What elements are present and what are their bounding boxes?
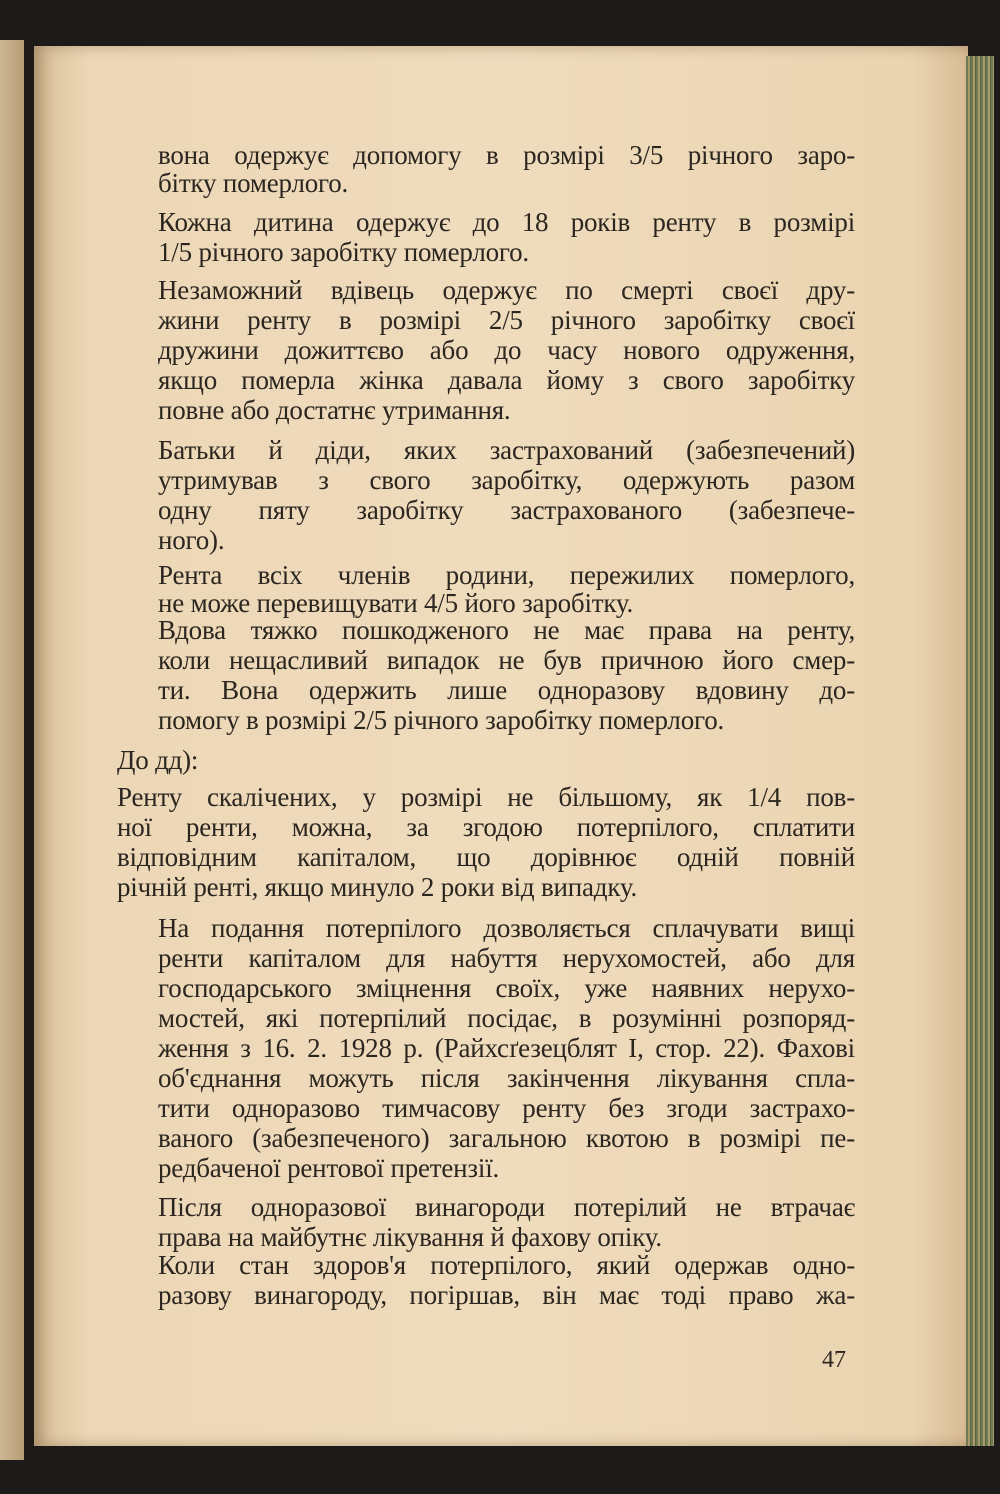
text-line: редбаченої рентової претензії. (158, 1153, 500, 1183)
text-line: господарського зміцнення своїх, уже наявних нерухо- (158, 973, 855, 1003)
text-line: мостей, які потерпілий посідає, в розумінні розпоряд- (158, 1003, 855, 1033)
text-line: дружини дожиттєво або до часу нового одруження, (158, 335, 855, 365)
text-line: якщо померла жінка давала йому з свого заробітку (158, 365, 855, 395)
text-line: ження з 16. 2. 1928 р. (Райхсґезецблят I, стор. 22). Фахові (158, 1033, 855, 1063)
text-line: річній ренті, якщо минуло 2 роки від випадку. (117, 872, 638, 902)
text-line: об'єднання можуть після закінчення лікування спла- (158, 1063, 855, 1093)
text-line: одну пяту заробітку застрахованого (забезпече- (158, 495, 855, 525)
text-line: ти. Вона одержить лише одноразову вдовину до- (158, 675, 855, 705)
text-line: Вдова тяжко пошкодженого не має права на ренту, (158, 615, 855, 645)
text-line: жини ренту в розмірі 2/5 річного заробітку своєї (158, 305, 855, 335)
page-number: 47 (822, 1347, 846, 1373)
text-line: права на майбутнє лікування й фахову опіку. (158, 1222, 662, 1252)
text-line: помогу в розмірі 2/5 річного заробітку померлого. (158, 705, 725, 735)
text-line: Батьки й діди, яких застрахований (забезпечений) (158, 435, 855, 465)
text-line: ної ренти, можна, за згодою потерпілого, сплатити (117, 812, 855, 842)
text-line: 1/5 річного заробітку померлого. (158, 237, 529, 267)
text-line: Коли стан здоров'я потерпілого, який одержав одно- (158, 1250, 855, 1280)
text-line: повне або достатнє утримання. (158, 395, 511, 425)
text-line: Рента всіх членів родини, пережилих померлого, (158, 560, 855, 590)
text-line: Кожна дитина одержує до 18 років ренту в розмірі (158, 207, 855, 237)
text-line: До дд): (117, 745, 199, 775)
text-line: ваного (забезпеченого) загальною квотою в розмірі пе- (158, 1123, 855, 1153)
text-line: На подання потерпілого дозволяється сплачувати вищі (158, 913, 855, 943)
text-line: коли нещасливий випадок не був причною його смер- (158, 645, 855, 675)
text-line: Після одноразової винагороди потерілий не втрачає (158, 1192, 855, 1222)
text-line: ного). (158, 525, 225, 555)
page-edges (966, 56, 994, 1446)
text-line: бітку померлого. (158, 168, 349, 198)
text-line: відповідним капіталом, що дорівнює одній повній (117, 842, 855, 872)
text-line: разову винагороду, погіршав, він має тоді право жа- (158, 1280, 855, 1310)
text-line: тити одноразово тимчасову ренту без згоди застрахо- (158, 1093, 855, 1123)
text-line: Ренту скалічених, у розмірі не більшому, як 1/4 пов- (117, 782, 855, 812)
previous-page-edge (0, 40, 24, 1460)
text-line: вона одержує допомогу в розмірі 3/5 річного заро- (158, 140, 855, 170)
text-line: ренти капіталом для набуття нерухомостей, або для (158, 943, 855, 973)
text-line: утримував з свого заробітку, одержують разом (158, 465, 855, 495)
text-line: Незаможний вдівець одержує по смерті своєї дру- (158, 275, 855, 305)
text-line: не може перевищувати 4/5 його заробітку. (158, 588, 634, 618)
